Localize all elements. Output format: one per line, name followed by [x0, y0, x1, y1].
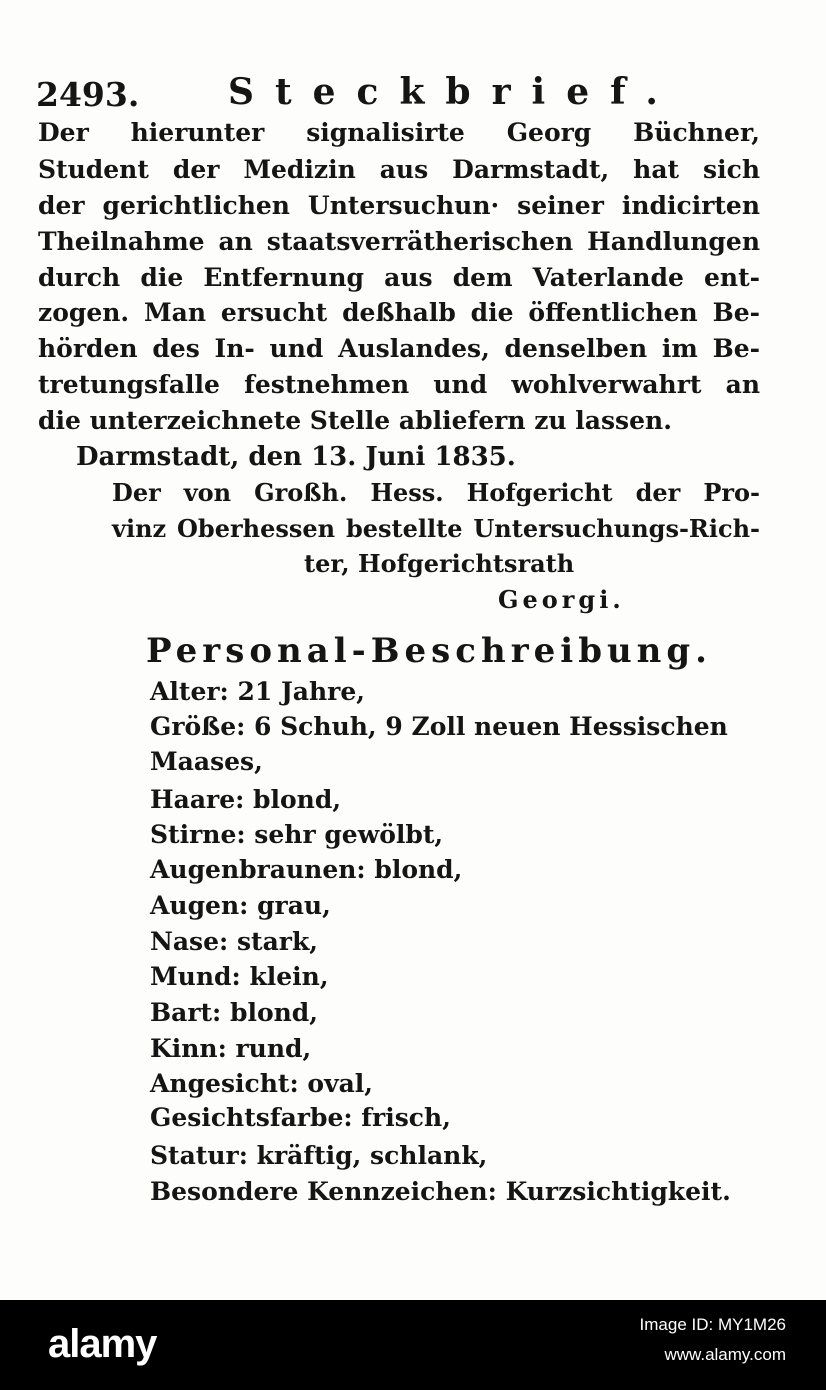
- description-entry: Kinn: rund,: [150, 1034, 312, 1063]
- signature-line: ter, Hofgerichtsrath: [304, 549, 575, 578]
- description-heading: Personal-Beschreibung.: [146, 631, 713, 671]
- image-credit: [640, 1310, 786, 1370]
- description-entry: Maases,: [150, 747, 263, 776]
- signatory-name: Georgi.: [498, 585, 625, 614]
- body-line: durch die Entfernung aus dem Vaterlande ent-: [38, 263, 760, 292]
- watermark-footer: [0, 1300, 826, 1390]
- description-entry: Haare: blond,: [150, 785, 342, 814]
- description-entry: Mund: klein,: [150, 962, 329, 991]
- body-line: zogen. Man ersucht deßhalb die öffentlichen Be-: [38, 298, 760, 327]
- description-entry: Größe: 6 Schuh, 9 Zoll neuen Hessischen: [150, 712, 728, 741]
- signature-line: Der von Großh. Hess. Hofgericht der Pro-: [112, 478, 760, 507]
- description-entry: Gesichtsfarbe: frisch,: [150, 1103, 451, 1132]
- body-line: Der hierunter signalisirte Georg Büchner,: [38, 118, 760, 147]
- body-line: tretungsfalle festnehmen und wohlverwahrt an: [38, 370, 760, 399]
- notice-number: 2493.: [36, 75, 140, 114]
- image-id: Image ID: MY1M26: [639, 1315, 786, 1334]
- description-entry: Angesicht: oval,: [150, 1069, 374, 1098]
- description-entry: Augenbraunen: blond,: [150, 855, 463, 884]
- description-entry: Bart: blond,: [150, 998, 318, 1027]
- notice-title: Steckbrief.: [228, 71, 679, 113]
- site-url: www.alamy.com: [664, 1345, 786, 1364]
- description-entry: Besondere Kennzeichen: Kurzsichtigkeit.: [150, 1177, 731, 1206]
- description-entry: Augen: grau,: [150, 891, 331, 920]
- body-line: hörden des In- und Auslandes, denselben im Be-: [38, 334, 760, 363]
- description-entry: Nase: stark,: [150, 927, 318, 956]
- date-line: Darmstadt, den 13. Juni 1835.: [76, 442, 516, 472]
- body-line: Student der Medizin aus Darmstadt, hat sich: [38, 155, 760, 184]
- description-entry: Alter: 21 Jahre,: [150, 677, 365, 706]
- body-line: Theilnahme an staatsverrätherischen Handlungen: [38, 227, 760, 256]
- signature-line: vinz Oberhessen bestellte Untersuchungs-Rich-: [112, 514, 760, 543]
- description-entry: Stirne: sehr gewölbt,: [150, 820, 444, 849]
- body-line: die unterzeichnete Stelle abliefern zu lassen.: [38, 406, 672, 435]
- alamy-logo: alamy: [48, 1322, 157, 1366]
- body-line: der gerichtlichen Untersuchun· seiner indicirten: [38, 191, 760, 220]
- description-entry: Statur: kräftig, schlank,: [150, 1141, 488, 1170]
